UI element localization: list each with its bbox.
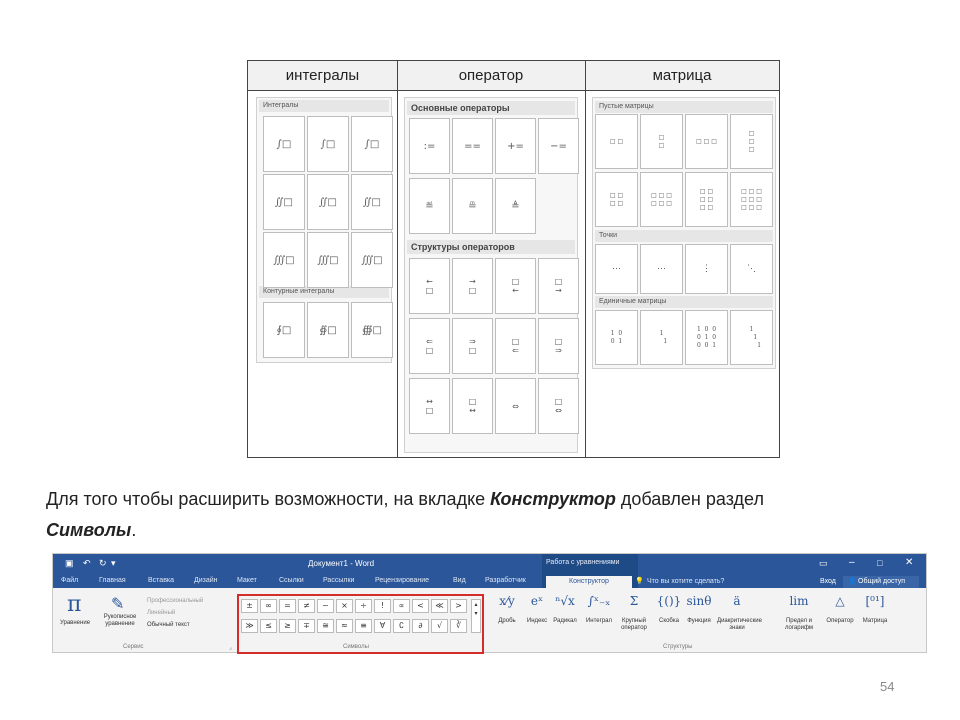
ribbon-tab[interactable]: Рассылки <box>323 577 355 584</box>
integral-template[interactable]: ∬□ <box>307 174 349 230</box>
symbol-button[interactable]: ∓ <box>298 619 315 633</box>
signin-link[interactable]: Вход <box>820 578 836 585</box>
contour-integral-template[interactable]: ∯□ <box>307 302 349 358</box>
operator-structure-template[interactable]: □ ⇔ <box>538 378 579 434</box>
redo-icon[interactable]: ↻ <box>99 558 107 568</box>
integral-template[interactable]: ∬□ <box>263 174 305 230</box>
empty-matrix-template[interactable]: □ □ <box>640 114 683 169</box>
empty-matrix-template[interactable]: □ □ □ □ <box>595 172 638 227</box>
structure-icon: △ <box>835 594 845 608</box>
undo-icon[interactable]: ↶ <box>83 558 91 568</box>
empty-matrix-template[interactable]: □ □ □ □ □ □ <box>685 172 728 227</box>
structure-button[interactable]: Дробь <box>498 618 516 624</box>
symbol-button[interactable]: ∀ <box>374 619 391 633</box>
identity-matrix-template[interactable]: 1 0 0 1 <box>595 310 638 365</box>
ribbon-tabs <box>53 574 926 588</box>
dots-template[interactable]: ⋯ <box>595 244 638 294</box>
empty-matrix-template[interactable]: □ □ □ □ □ □ <box>640 172 683 227</box>
section-integrals: Интегралы <box>259 100 389 112</box>
symbol-button[interactable]: ∝ <box>393 599 410 613</box>
operator-structure-template[interactable]: ⇔ <box>495 378 536 434</box>
customize-quick-access-icon[interactable]: ▾ <box>111 558 116 568</box>
column-divider <box>397 61 398 457</box>
symbol-button[interactable]: × <box>336 599 353 613</box>
header-integrals: интегралы <box>248 61 397 91</box>
symbol-button[interactable]: ≫ <box>241 619 258 633</box>
title-bar <box>53 554 926 574</box>
linear-option[interactable]: Линейный <box>147 610 176 616</box>
dots-template[interactable]: ⋱ <box>730 244 773 294</box>
structure-button[interactable]: Предел и логарифм <box>784 618 814 631</box>
ribbon-tab[interactable]: Файл <box>61 577 79 584</box>
section-basic-operators: Основные операторы <box>407 101 575 115</box>
ribbon-tab[interactable]: Макет <box>237 577 257 584</box>
symbol-button[interactable]: ± <box>241 599 258 613</box>
ink-equation-icon: ✎ <box>111 594 125 613</box>
empty-matrix-template[interactable]: □ □ □ □ □ □ □ □ □ <box>730 172 773 227</box>
equation-button[interactable]: Уравнение <box>59 620 91 626</box>
context-title: Работа с уравнениями <box>546 559 620 566</box>
minimize-icon[interactable]: – <box>849 557 855 568</box>
symbol-button[interactable]: ≈ <box>336 619 353 633</box>
integral-template[interactable]: ∫□ <box>263 116 305 172</box>
section-empty-matrices: Пустые матрицы <box>595 101 773 113</box>
normal-text-option[interactable]: Обычный текст <box>147 622 190 628</box>
basic-operator-template[interactable]: == <box>452 118 493 174</box>
structure-button[interactable]: Функция <box>687 618 711 624</box>
dots-template[interactable]: ⋮ <box>685 244 728 294</box>
share-person-icon: 👤 <box>848 578 857 585</box>
section-contour-integrals: Контурные интегралы <box>259 286 389 298</box>
structure-button[interactable]: Индекс <box>526 618 548 624</box>
operator-structure-template[interactable]: □ → <box>538 258 579 314</box>
structure-icon: ä <box>733 594 741 608</box>
symbol-button[interactable]: ≥ <box>279 619 296 633</box>
tell-me-search[interactable]: Что вы хотите сделать? <box>647 578 725 585</box>
paragraph-emphasis-symbols: Символы <box>46 520 132 540</box>
empty-matrix-template[interactable]: □ □ □ <box>685 114 728 169</box>
structure-icon: [⁰¹] <box>865 594 885 608</box>
basic-operator-template[interactable]: −= <box>538 118 579 174</box>
ribbon-tab[interactable]: Главная <box>99 577 126 584</box>
close-icon[interactable]: ✕ <box>905 557 914 568</box>
page-number: 54 <box>880 679 895 694</box>
structure-icon: Σ <box>629 594 639 608</box>
maximize-icon[interactable]: □ <box>877 558 883 568</box>
symbol-button[interactable]: > <box>450 599 467 613</box>
identity-matrix-template[interactable]: 1 1 <box>640 310 683 365</box>
operators-gallery <box>404 97 578 453</box>
basic-operator-template[interactable]: ≝ <box>409 178 450 234</box>
operator-structure-template[interactable]: ⇒ □ <box>452 318 493 374</box>
operator-structure-template[interactable]: ← □ <box>409 258 450 314</box>
header-matrix: матрица <box>585 61 779 91</box>
ink-equation-button[interactable]: Рукописное уравнение <box>103 614 137 627</box>
empty-matrix-template[interactable]: □ □ <box>595 114 638 169</box>
structure-button[interactable]: Матрица <box>862 618 888 624</box>
symbol-button[interactable]: ≅ <box>317 619 334 633</box>
structure-button[interactable]: Крупный оператор <box>621 618 647 631</box>
symbol-button[interactable]: ∁ <box>393 619 410 633</box>
symbol-button[interactable]: ≡ <box>355 619 372 633</box>
symbol-button[interactable]: ≤ <box>260 619 277 633</box>
integral-template[interactable]: ∫□ <box>307 116 349 172</box>
operator-structure-template[interactable]: □ ⇐ <box>495 318 536 374</box>
operator-structure-template[interactable]: □ ⇒ <box>538 318 579 374</box>
lightbulb-icon: 💡 <box>635 578 644 585</box>
symbols-scroll[interactable]: ▴ ▾ <box>471 599 481 633</box>
basic-operator-template[interactable]: += <box>495 118 536 174</box>
word-ribbon-screenshot <box>52 553 927 653</box>
body-paragraph <box>46 484 936 546</box>
ribbon-tab[interactable]: Дизайн <box>194 577 218 584</box>
structure-button[interactable]: Оператор <box>826 618 854 624</box>
basic-operator-template[interactable]: := <box>409 118 450 174</box>
ribbon-tab[interactable]: Вид <box>453 577 466 584</box>
integral-template[interactable]: ∬□ <box>351 174 393 230</box>
operator-structure-template[interactable]: ↔ □ <box>409 378 450 434</box>
ribbon-tab[interactable]: Разработчик <box>485 577 526 584</box>
symbol-button[interactable]: ∂ <box>412 619 429 633</box>
section-identity-matrices: Единичные матрицы <box>595 296 773 308</box>
column-divider <box>585 61 586 457</box>
symbol-button[interactable]: ! <box>374 599 391 613</box>
professional-option[interactable]: Профессиональный <box>147 598 204 604</box>
section-dots: Точки <box>595 230 773 242</box>
dialog-launcher-icon[interactable]: ⌟ <box>229 645 232 651</box>
integral-template[interactable]: ∭□ <box>263 232 305 288</box>
integral-template[interactable]: ∫□ <box>351 116 393 172</box>
dots-template[interactable]: ⋯ <box>640 244 683 294</box>
structure-icon: x⁄y <box>499 594 515 608</box>
matrix-gallery <box>592 97 776 369</box>
ribbon-tab[interactable]: Рецензирование <box>375 577 430 584</box>
structure-button[interactable]: Интеграл <box>585 618 612 624</box>
identity-matrix-template[interactable]: 1 0 0 0 1 0 0 0 1 <box>685 310 728 365</box>
empty-matrix-template[interactable]: □ □ □ <box>730 114 773 169</box>
group-structures-label: Структуры <box>663 644 693 650</box>
ribbon-tab[interactable]: Вставка <box>148 577 175 584</box>
comparison-table <box>247 60 780 458</box>
structure-icon: ∫ˣ₋ₓ <box>587 594 611 608</box>
symbol-button[interactable]: ≪ <box>431 599 448 613</box>
symbol-button[interactable]: ÷ <box>355 599 372 613</box>
group-symbols-label: Символы <box>343 644 369 650</box>
paragraph-emphasis-constructor: Конструктор <box>490 489 616 509</box>
contour-integral-template[interactable]: ∰□ <box>351 302 393 358</box>
structure-button[interactable]: Скобка <box>659 618 679 624</box>
contour-integral-template[interactable]: ∮□ <box>263 302 305 358</box>
share-label: Общий доступ <box>858 578 906 585</box>
basic-operator-template[interactable]: ≜ <box>495 178 536 234</box>
basic-operator-template[interactable]: ≞ <box>452 178 493 234</box>
structure-icon: eˣ <box>530 594 544 608</box>
structure-icon: sinθ <box>686 594 712 608</box>
operator-structure-template[interactable]: ⇐ □ <box>409 318 450 374</box>
ribbon-tab[interactable]: Ссылки <box>279 577 304 584</box>
symbol-button[interactable]: √ <box>431 619 448 633</box>
symbol-button[interactable]: ∞ <box>260 599 277 613</box>
section-operator-structures: Структуры операторов <box>407 240 575 254</box>
integral-template[interactable]: ∭□ <box>307 232 349 288</box>
structure-icon: {()} <box>656 594 682 608</box>
symbol-button[interactable]: ≠ <box>298 599 315 613</box>
structure-button[interactable]: Диакритические знаки <box>717 618 762 631</box>
paragraph-text: Для того чтобы расширить возможности, на вкладке <box>46 489 491 509</box>
operator-structure-template[interactable]: □ ↔ <box>452 378 493 434</box>
header-operator: оператор <box>397 61 585 91</box>
symbol-button[interactable]: ~ <box>317 599 334 613</box>
structure-icon: ⁿ√x <box>555 594 575 608</box>
operator-structure-template[interactable]: → □ <box>452 258 493 314</box>
symbol-button[interactable]: ∛ <box>450 619 467 633</box>
integral-template[interactable]: ∭□ <box>351 232 393 288</box>
save-icon[interactable]: ▣ <box>65 558 74 568</box>
document-title: Документ1 - Word <box>308 559 375 568</box>
tab-constructor[interactable]: Конструктор <box>546 576 632 588</box>
structure-button[interactable]: Радикал <box>553 618 577 624</box>
paragraph-text: . <box>131 520 137 540</box>
operator-structure-template[interactable]: □ ← <box>495 258 536 314</box>
paragraph-text: добавлен раздел <box>615 489 764 509</box>
symbol-button[interactable]: = <box>279 599 296 613</box>
structure-icon: lim <box>789 594 809 608</box>
ribbon-options-icon[interactable]: ▭ <box>819 558 828 568</box>
identity-matrix-template[interactable]: 1 1 1 <box>730 310 773 365</box>
symbol-button[interactable]: < <box>412 599 429 613</box>
integrals-gallery <box>256 97 392 363</box>
group-service-label: Сервис <box>123 644 144 650</box>
pi-icon: π <box>67 592 82 617</box>
